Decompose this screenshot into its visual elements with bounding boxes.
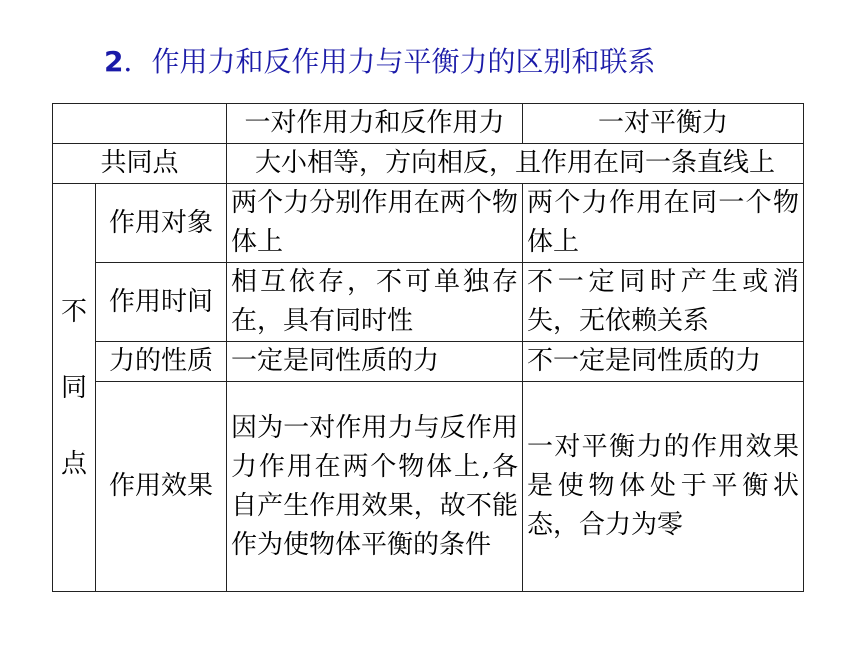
same-row — [53, 144, 804, 184]
row-label: 作用对象 — [96, 184, 227, 263]
diff-group-char: 同 — [60, 372, 87, 403]
page-title — [104, 40, 656, 80]
same-text: 大小相等，方向相反，且作用在同一条直线上 — [227, 144, 804, 184]
title-separator: ． — [123, 45, 152, 78]
header-blank-cell — [53, 104, 227, 144]
row-col-b: 两个力作用在同一个物体上 — [523, 184, 804, 263]
row-col-a: 相互依存，不可单独存在，具有同时性 — [227, 263, 523, 342]
row-col-a: 一定是同性质的力 — [227, 342, 523, 382]
table-row — [53, 382, 804, 592]
table-row — [53, 342, 804, 382]
diff-group-label — [53, 184, 96, 592]
row-col-b: 不一定是同性质的力 — [523, 342, 804, 382]
table-row — [53, 184, 804, 263]
header-row — [53, 104, 804, 144]
row-col-a: 两个力分别作用在两个物体上 — [227, 184, 523, 263]
row-label: 力的性质 — [96, 342, 227, 382]
row-col-b: 不一定同时产生或消失，无依赖关系 — [523, 263, 804, 342]
table-row — [53, 263, 804, 342]
row-label: 作用时间 — [96, 263, 227, 342]
row-label: 作用效果 — [96, 382, 227, 592]
title-number: 2 — [104, 45, 124, 78]
header-col-b: 一对平衡力 — [523, 104, 804, 144]
header-col-a: 一对作用力和反作用力 — [227, 104, 523, 144]
same-label: 共同点 — [53, 144, 227, 184]
comparison-table — [52, 103, 804, 592]
diff-group-char: 不 — [60, 296, 87, 327]
diff-group-char: 点 — [60, 448, 87, 479]
row-col-a: 因为一对作用力与反作用力作用在两个物体上,各自产生作用效果，故不能作为使物体平衡的条件 — [227, 382, 523, 592]
title-text: 作用力和反作用力与平衡力的区别和联系 — [151, 45, 656, 78]
row-col-b: 一对平衡力的作用效果是使物体处于平衡状态，合力为零 — [523, 382, 804, 592]
